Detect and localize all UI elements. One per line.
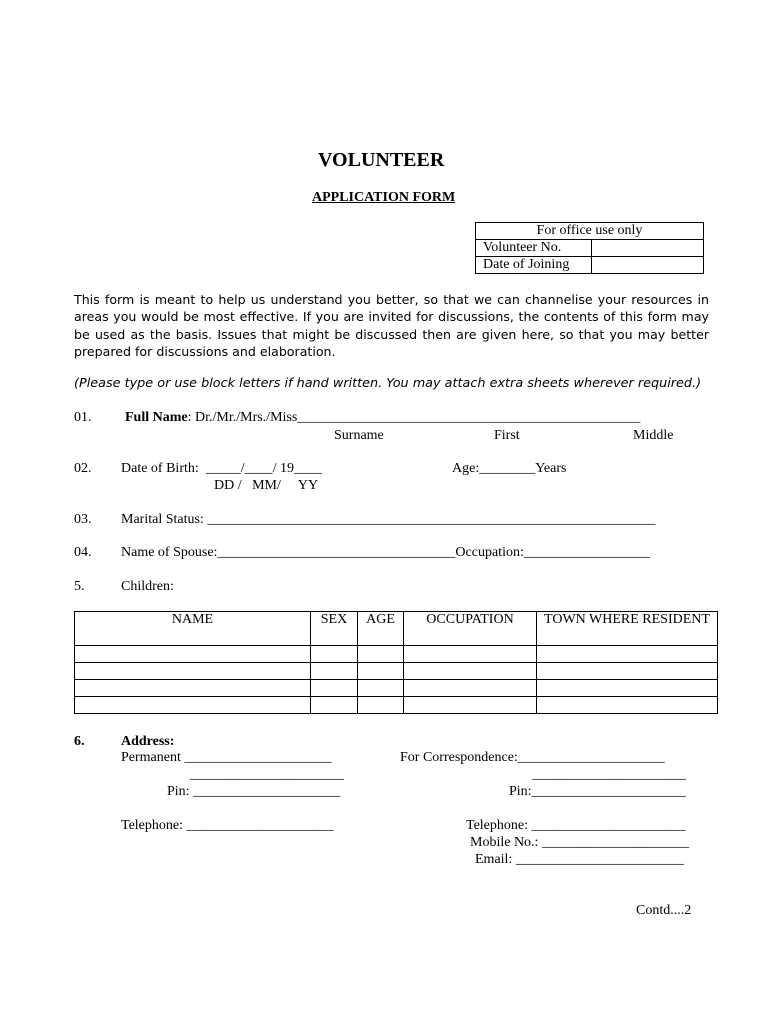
table-row bbox=[75, 697, 718, 714]
permanent-address-line2[interactable]: ______________________ bbox=[190, 767, 344, 782]
instructions-note: (Please type or use block letters if hand written. You may attach extra sheets wherever required.) bbox=[74, 376, 702, 391]
correspondence-address-line2[interactable]: ______________________ bbox=[532, 767, 686, 782]
mobile-field[interactable]: Mobile No.: _____________________ bbox=[470, 835, 689, 850]
form-subtitle: APPLICATION FORM bbox=[312, 190, 456, 205]
table-cell[interactable] bbox=[358, 680, 404, 697]
table-row bbox=[75, 680, 718, 697]
intro-paragraph: This form is meant to help us understand you better, so that we can channelise your resources in areas you would be most effective. If you are invited for discussions, the contents of this form may be used as the basis. Issues that might be discussed then are given here, so that you may better prepared for discussions and elaboration. bbox=[74, 292, 709, 359]
table-cell[interactable] bbox=[537, 697, 718, 714]
table-cell[interactable] bbox=[537, 680, 718, 697]
full-name-field[interactable] bbox=[125, 409, 640, 426]
table-cell[interactable] bbox=[311, 663, 358, 680]
table-cell[interactable] bbox=[75, 646, 311, 663]
children-label: Children: bbox=[121, 579, 174, 594]
table-cell[interactable] bbox=[358, 663, 404, 680]
table-cell[interactable] bbox=[75, 697, 311, 714]
continued-marker: Contd....2 bbox=[636, 903, 692, 918]
q4-number: 04. bbox=[74, 545, 92, 560]
correspondence-pin-field[interactable]: Pin:______________________ bbox=[509, 784, 686, 799]
permanent-address-field[interactable]: Permanent _____________________ bbox=[121, 750, 332, 765]
spouse-field[interactable]: Name of Spouse:__________________________________Occupation:__________________ bbox=[121, 545, 650, 560]
table-cell[interactable] bbox=[311, 646, 358, 663]
table-cell[interactable] bbox=[404, 680, 537, 697]
volunteer-no-field[interactable] bbox=[592, 240, 704, 257]
marital-status-field[interactable]: Marital Status: ________________________________________________________________ bbox=[121, 512, 656, 527]
table-cell[interactable] bbox=[404, 663, 537, 680]
q6-number: 6. bbox=[74, 734, 85, 749]
surname-caption: Surname bbox=[334, 428, 384, 443]
table-cell[interactable] bbox=[311, 697, 358, 714]
office-use-box bbox=[475, 222, 704, 274]
table-cell[interactable] bbox=[311, 680, 358, 697]
office-use-heading: For office use only bbox=[476, 223, 704, 240]
table-cell[interactable] bbox=[75, 680, 311, 697]
q5-number: 5. bbox=[74, 579, 85, 594]
form-title: VOLUNTEER bbox=[318, 149, 445, 171]
first-caption: First bbox=[494, 428, 520, 443]
dob-format-caption: DD / MM/ YY bbox=[214, 478, 319, 493]
email-field[interactable]: Email: ________________________ bbox=[475, 852, 684, 867]
date-of-joining-field[interactable] bbox=[592, 257, 704, 274]
table-cell[interactable] bbox=[537, 663, 718, 680]
table-cell[interactable] bbox=[404, 697, 537, 714]
address-heading: Address: bbox=[121, 734, 175, 749]
col-town-where-resident: TOWN WHERE RESIDENT bbox=[537, 612, 718, 646]
middle-caption: Middle bbox=[633, 428, 674, 443]
age-field[interactable]: Age:________Years bbox=[452, 461, 567, 476]
date-of-birth-field[interactable]: Date of Birth: _____/____/ 19____ bbox=[121, 461, 323, 476]
permanent-pin-field[interactable]: Pin: _____________________ bbox=[167, 784, 341, 799]
table-cell[interactable] bbox=[358, 646, 404, 663]
col-sex: SEX bbox=[311, 612, 358, 646]
table-cell[interactable] bbox=[75, 663, 311, 680]
table-row bbox=[75, 663, 718, 680]
table-cell[interactable] bbox=[537, 646, 718, 663]
col-occupation: OCCUPATION bbox=[404, 612, 537, 646]
col-age: AGE bbox=[358, 612, 404, 646]
q2-number: 02. bbox=[74, 461, 92, 476]
full-name-label: Full Name bbox=[125, 410, 188, 425]
q3-number: 03. bbox=[74, 512, 92, 527]
permanent-telephone-field[interactable]: Telephone: _____________________ bbox=[121, 818, 334, 833]
col-name: NAME bbox=[75, 612, 311, 646]
correspondence-telephone-field[interactable]: Telephone: ______________________ bbox=[466, 818, 686, 833]
table-row bbox=[75, 646, 718, 663]
q1-number: 01. bbox=[74, 410, 92, 425]
children-table bbox=[74, 611, 718, 714]
full-name-line: : Dr./Mr./Mrs./Miss_________________________________________________ bbox=[187, 410, 641, 425]
date-of-joining-label: Date of Joining bbox=[476, 257, 592, 274]
table-cell[interactable] bbox=[404, 646, 537, 663]
volunteer-no-label: Volunteer No. bbox=[476, 240, 592, 257]
table-cell[interactable] bbox=[358, 697, 404, 714]
correspondence-address-field[interactable]: For Correspondence:_____________________ bbox=[400, 750, 665, 765]
